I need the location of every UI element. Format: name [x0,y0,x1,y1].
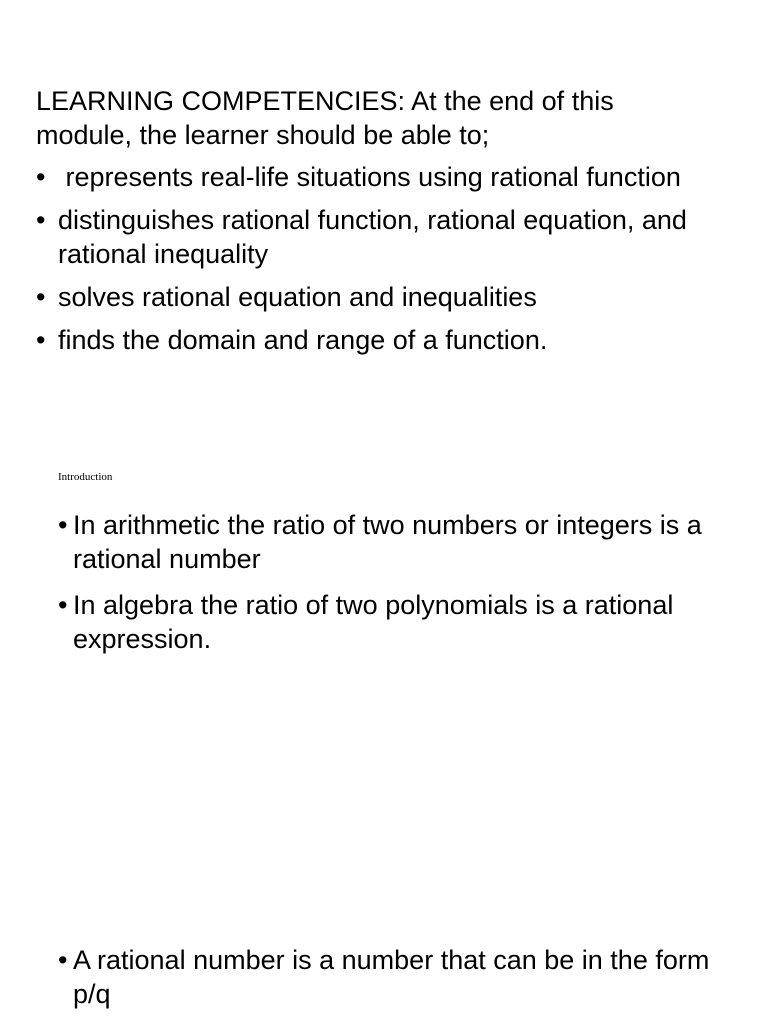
competency-text: finds the domain and range of a function. [58,325,548,355]
introduction-text: In arithmetic the ratio of two numbers or integers is a rational number [73,510,702,574]
introduction-list [58,508,738,668]
learning-competencies-heading [36,84,736,152]
bullet-icon: • [58,945,68,975]
rational-number-list [58,943,738,1023]
list-item [58,588,738,656]
competency-text: represents real-life situations using rational function [58,162,681,192]
bullet-icon: • [36,282,46,312]
bullet-icon: • [58,510,68,540]
competency-text: distinguishes rational function, rational equation, and rational inequality [58,205,687,269]
list-item [36,203,736,271]
bullet-icon: • [36,325,46,355]
list-item [36,323,736,357]
introduction-text: In algebra the ratio of two polynomials is a rational expression. [73,590,674,654]
bullet-icon: • [36,162,46,192]
list-item [58,508,738,576]
list-item [58,943,738,1011]
list-item [36,160,736,194]
competencies-list [36,160,736,366]
introduction-label: Introduction [58,471,113,483]
heading-line-2: module, the learner should be able to; [36,120,490,150]
competency-text: solves rational equation and inequalities [58,282,537,312]
bullet-icon: • [36,205,46,235]
heading-line-1: LEARNING COMPETENCIES: At the end of this [36,86,614,116]
bullet-icon: • [58,590,68,620]
rational-number-text: A rational number is a number that can be in the form p/q [73,945,710,1009]
list-item [36,280,736,314]
